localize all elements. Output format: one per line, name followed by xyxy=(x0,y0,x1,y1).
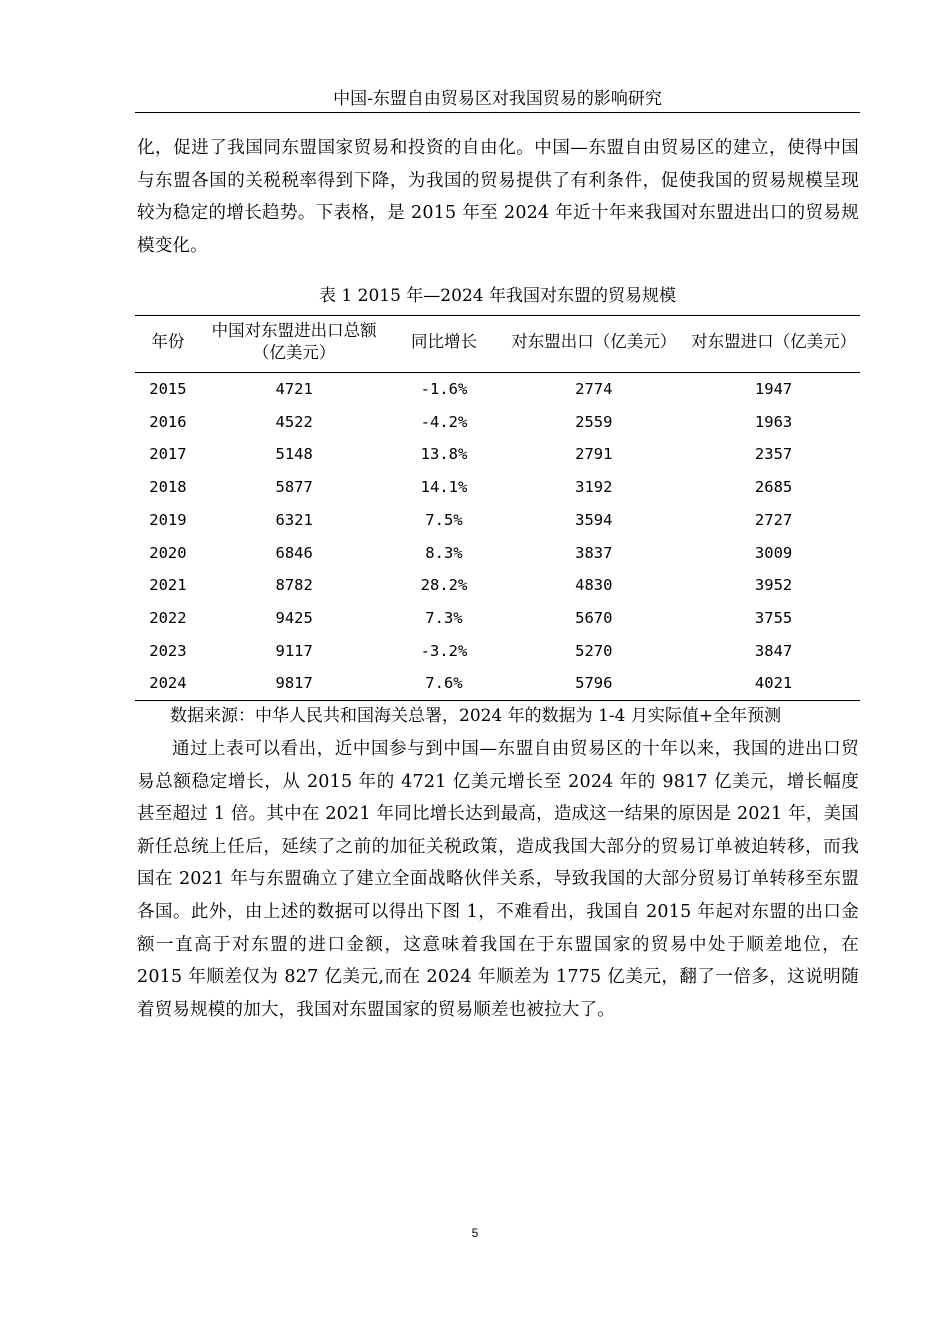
table-row xyxy=(135,602,860,635)
table-row xyxy=(135,471,860,504)
table-header xyxy=(135,316,860,373)
cell-import: 4021 xyxy=(687,667,860,700)
trade-table xyxy=(135,315,860,701)
cell-import: 3847 xyxy=(754,641,793,660)
cell-export: 2774 xyxy=(575,380,613,398)
cell-growth: -3.2% xyxy=(420,641,468,660)
cell-growth: 7.6% xyxy=(388,667,501,700)
cell-total: 9117 xyxy=(275,641,313,660)
cell-export: 3594 xyxy=(575,510,613,529)
cell-total: 6846 xyxy=(275,543,313,562)
cell-total: 6321 xyxy=(275,510,313,529)
cell-import: 2727 xyxy=(754,510,793,529)
cell-year: 2017 xyxy=(149,445,187,464)
cell-import: 1947 xyxy=(754,380,793,398)
cell-growth: 7.3% xyxy=(425,608,463,627)
cell-export: 2559 xyxy=(575,412,613,431)
cell-year: 2018 xyxy=(149,478,187,497)
cell-year: 2015 xyxy=(149,380,187,398)
cell-total: 8782 xyxy=(275,576,313,595)
cell-year: 2024 xyxy=(135,667,201,700)
header-import: 对东盟进口（亿美元） xyxy=(687,316,860,373)
table-row xyxy=(135,667,860,700)
header-year: 年份 xyxy=(135,316,201,373)
header-export: 对东盟出口（亿美元） xyxy=(500,316,687,373)
table-row xyxy=(135,569,860,602)
cell-import: 3952 xyxy=(754,576,793,595)
cell-growth: 13.8% xyxy=(420,445,468,464)
cell-export: 5796 xyxy=(500,667,687,700)
table-caption: 表 1 2015 年—2024 年我国对东盟的贸易规模 xyxy=(319,286,676,306)
cell-growth: -4.2% xyxy=(420,412,468,431)
cell-year: 2019 xyxy=(149,510,187,529)
cell-growth: -1.6% xyxy=(420,380,468,398)
intro-paragraph: 化，促进了我国同东盟国家贸易和投资的自由化。中国—东盟自由贸易区的建立，使得中国与东盟各国的关税税率得到下降，为我国的贸易提供了有利条件，促使我国的贸易规模呈现较为稳定的增长趋势。下表格，是 2015 年至 2024 年近十年来我国对东盟进出口的贸易规模变化。 xyxy=(137,138,859,256)
running-header: 中国-东盟自由贸易区对我国贸易的影响研究 xyxy=(333,89,662,109)
cell-growth: 7.5% xyxy=(425,510,463,529)
table-row xyxy=(135,537,860,570)
cell-import: 1963 xyxy=(754,412,793,431)
table-row xyxy=(135,504,860,537)
cell-year: 2016 xyxy=(149,412,187,431)
header-total: 中国对东盟进出口总额（亿美元） xyxy=(201,316,388,373)
page-number: 5 xyxy=(471,1226,479,1240)
cell-export: 5670 xyxy=(575,608,613,627)
table-row xyxy=(135,406,860,439)
cell-export: 4830 xyxy=(575,576,613,595)
table-row xyxy=(135,373,860,406)
cell-growth: 14.1% xyxy=(420,478,468,497)
cell-growth: 8.3% xyxy=(425,543,463,562)
table-row xyxy=(135,635,860,668)
cell-year: 2020 xyxy=(149,543,187,562)
cell-year: 2021 xyxy=(149,576,187,595)
cell-import: 2685 xyxy=(754,478,793,497)
table-body xyxy=(135,373,860,701)
cell-export: 3192 xyxy=(575,478,613,497)
source-note: 数据来源：中华人民共和国海关总署，2024 年的数据为 1-4 月实际值+全年预测 xyxy=(170,706,782,726)
cell-import: 2357 xyxy=(754,445,793,464)
cell-export: 2791 xyxy=(575,445,613,464)
cell-year: 2023 xyxy=(149,641,187,660)
cell-total: 5148 xyxy=(275,445,313,464)
cell-total: 4721 xyxy=(275,380,313,398)
table-row xyxy=(135,438,860,471)
header-row xyxy=(135,316,860,373)
cell-year: 2022 xyxy=(149,608,187,627)
cell-export: 5270 xyxy=(575,641,613,660)
cell-export: 3837 xyxy=(575,543,613,562)
cell-total: 5877 xyxy=(275,478,313,497)
cell-total: 9425 xyxy=(275,608,313,627)
cell-import: 3009 xyxy=(754,543,793,562)
header-growth: 同比增长 xyxy=(388,316,501,373)
cell-growth: 28.2% xyxy=(420,576,468,595)
body-paragraph: 通过上表可以看出，近中国参与到中国—东盟自由贸易区的十年以来，我国的进出口贸易总额稳定增长，从 2015 年的 4721 亿美元增长至 2024 年的 9817 亿美元，增长幅度甚至超过 1 倍。其中在 2021 年同比增长达到最高，造成这一结果的原因是 2021 年，美国新任总统上任后，延续了之前的加征关税政策，造成我国大部分的贸易订单被迫转移，而我国在 2021 年与东盟确立了建立全面战略伙伴关系，导致我国的大部分贸易订单转移至东盟各国。此外，由上述的数据可以得出下图 1，不难看出，我国自 2015 年起对东盟的出口金额一直高于对东盟的进口金额，这意味着我国在于东盟国家的贸易中处于顺差地位，在 2015 年顺差仅为 827 亿美元,而在 2024 年顺差为 1775 亿美元，翻了一倍多，这说明随着贸易规模的加大，我国对东盟国家的贸易顺差也被拉大了。 xyxy=(137,739,859,1020)
cell-import: 3755 xyxy=(754,608,793,627)
cell-total: 9817 xyxy=(201,667,388,700)
header-rule xyxy=(135,112,860,113)
cell-total: 4522 xyxy=(275,412,313,431)
